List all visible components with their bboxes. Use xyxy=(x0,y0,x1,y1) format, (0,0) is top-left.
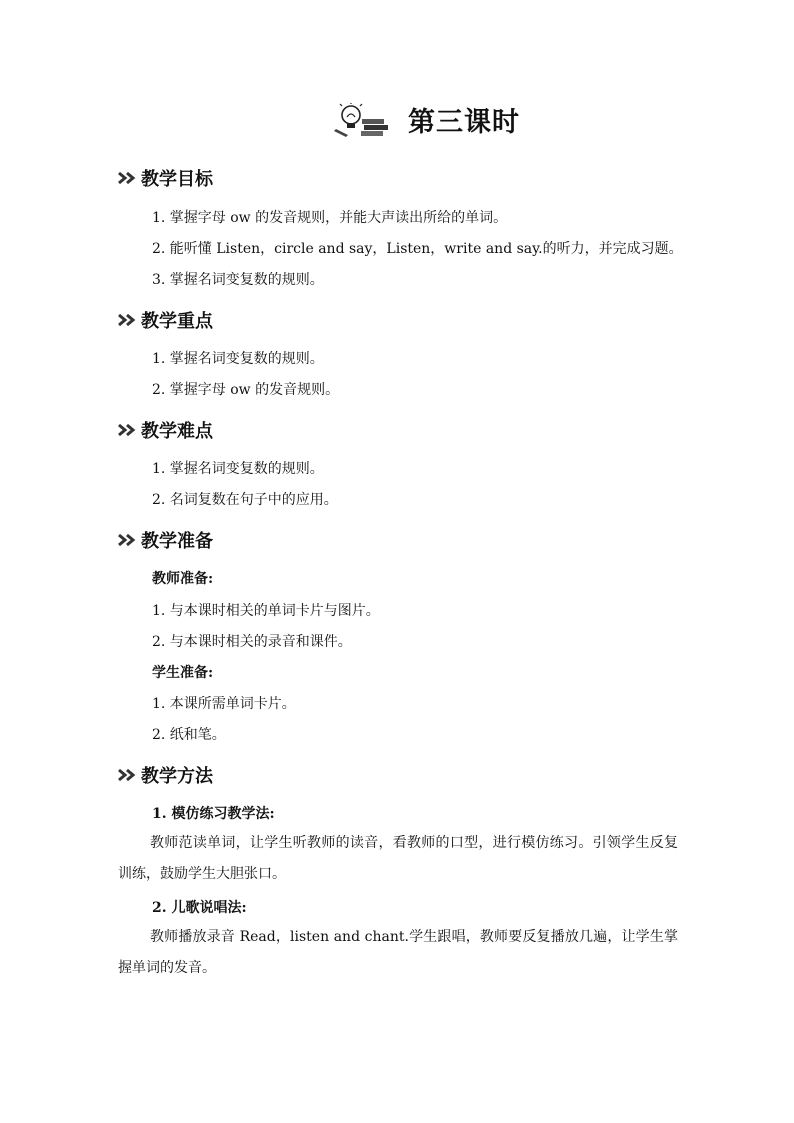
section-heading-preparation xyxy=(118,527,213,553)
method-1-label: 1. 模仿练习教学法: xyxy=(152,806,275,822)
section-heading-methods xyxy=(118,762,213,788)
section-title: 教学目标 xyxy=(141,169,213,190)
list-item: 1. 掌握字母 ow 的发音规则，并能大声读出所给的单词。 xyxy=(152,210,508,226)
list-item: 2. 纸和笔。 xyxy=(152,727,226,743)
list-item: 1. 掌握名词变复数的规则。 xyxy=(152,461,324,477)
double-chevron-icon xyxy=(118,170,138,186)
lightbulb-books-icon xyxy=(334,103,392,137)
list-item: 2. 名词复数在句子中的应用。 xyxy=(152,492,338,508)
list-item: 1. 掌握名词变复数的规则。 xyxy=(152,351,324,367)
list-item: 2. 掌握字母 ow 的发音规则。 xyxy=(152,382,340,398)
method-1-text: 教师范读单词，让学生听教师的读音，看教师的口型，进行模仿练习。引领学生反复训练，鼓励学生大胆张口。 xyxy=(118,835,678,882)
list-item: 1. 本课所需单词卡片。 xyxy=(152,696,296,712)
double-chevron-icon xyxy=(118,532,138,548)
double-chevron-icon xyxy=(118,767,138,783)
method-2-label: 2. 儿歌说唱法: xyxy=(152,900,247,916)
teacher-prep-label: 教师准备: xyxy=(152,571,214,587)
title-area xyxy=(0,100,794,141)
list-item: 1. 与本课时相关的单词卡片与图片。 xyxy=(152,603,380,619)
section-title: 教学重点 xyxy=(141,311,213,332)
method-2-text: 教师播放录音 Read，listen and chant.学生跟唱，教师要反复播放几遍，让学生掌握单词的发音。 xyxy=(118,929,678,976)
section-title: 教学方法 xyxy=(141,766,213,787)
section-title: 教学难点 xyxy=(141,421,213,442)
list-item: 3. 掌握名词变复数的规则。 xyxy=(152,272,324,288)
list-item: 2. 与本课时相关的录音和课件。 xyxy=(152,634,352,650)
list-item: 2. 能听懂 Listen，circle and say，Listen，write and say.的听力，并完成习题。 xyxy=(152,241,683,257)
double-chevron-icon xyxy=(118,312,138,328)
student-prep-label: 学生准备: xyxy=(152,665,214,681)
double-chevron-icon xyxy=(118,422,138,438)
page-title: 第三课时 xyxy=(408,107,520,138)
section-heading-key-points xyxy=(118,307,213,333)
section-heading-objectives xyxy=(118,165,213,191)
section-title: 教学准备 xyxy=(141,531,213,552)
section-heading-difficulties xyxy=(118,417,213,443)
